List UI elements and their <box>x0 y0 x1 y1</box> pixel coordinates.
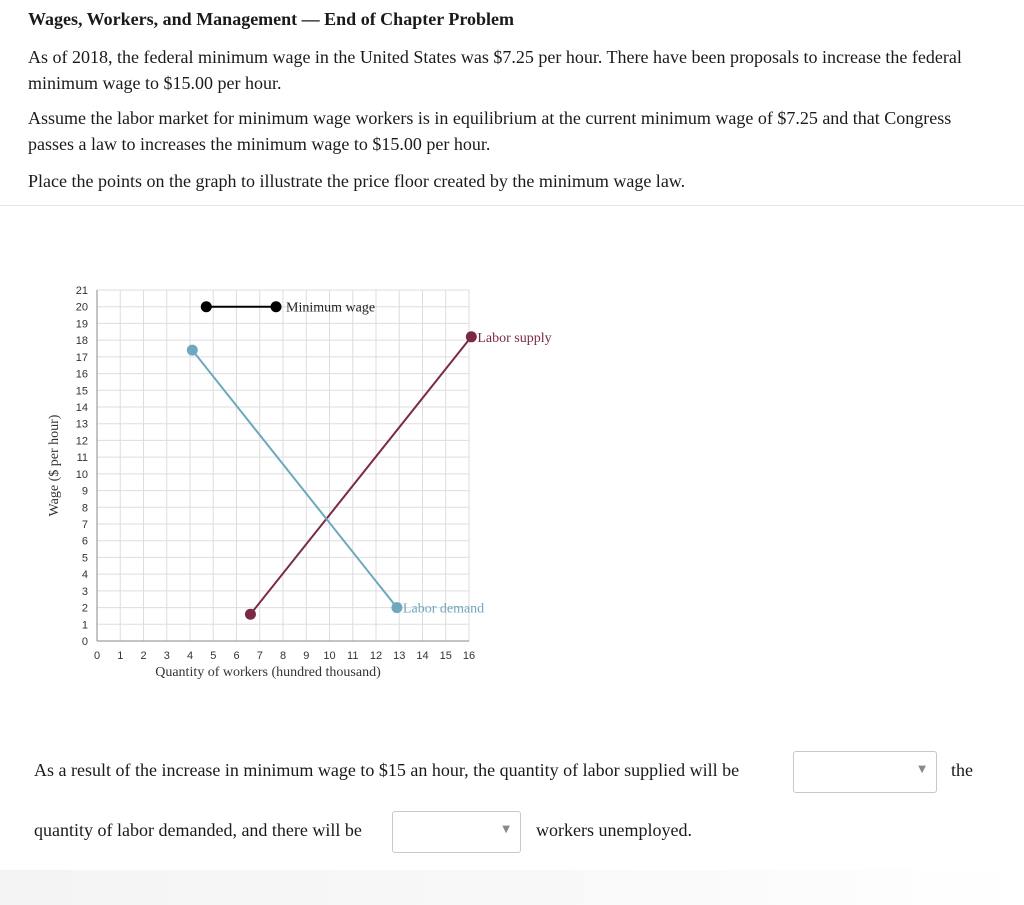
min-wage-point-end <box>271 301 282 312</box>
y-tick-label: 14 <box>75 402 88 414</box>
question-line-2: quantity of labor demanded, and there will be <box>34 820 362 840</box>
x-tick-label: 9 <box>303 650 310 662</box>
x-tick-label: 11 <box>347 650 359 662</box>
labor-market-graph[interactable] <box>0 270 552 690</box>
labor-demand-line <box>192 350 397 607</box>
problem-instruction: Place the points on the graph to illustrate the price floor created by the minimum wage law. <box>28 171 686 191</box>
problem-paragraph-2: Assume the labor market for minimum wage workers is in equilibrium at the current minimum wage of $7.25 and that Congress passes a law to increases the minimum wage to $15.00 per hour. <box>28 108 952 154</box>
x-tick-label: 6 <box>233 650 240 662</box>
x-tick-label: 3 <box>163 650 170 662</box>
x-tick-label: 10 <box>323 650 336 662</box>
y-tick-label: 1 <box>81 619 88 632</box>
chart-series-labels <box>286 301 552 617</box>
x-tick-label: 0 <box>93 650 101 662</box>
x-tick-label: 2 <box>140 650 147 662</box>
labor-supply-line <box>250 337 471 614</box>
y-tick-label: 16 <box>75 368 88 381</box>
unemployed-count-dropdown[interactable] <box>392 811 521 853</box>
x-tick-label: 16 <box>462 650 476 662</box>
problem-paragraph-1: As of 2018, the federal minimum wage in the United States was $7.25 per hour. There have been proposals to increase the federal minimum wage to $15.00 per hour. <box>28 47 962 93</box>
chevron-down-icon: ▼ <box>502 824 510 835</box>
y-tick-label: 18 <box>75 335 88 348</box>
x-tick-label: 1 <box>117 650 124 662</box>
y-tick-label: 0 <box>81 636 88 648</box>
x-tick-label: 5 <box>210 650 217 662</box>
y-tick-label: 12 <box>75 435 88 448</box>
x-tick-label: 4 <box>186 650 194 662</box>
labor-supply-point-end <box>466 331 477 342</box>
question-line-1: As a result of the increase in minimum wage to $15 an hour, the quantity of labor supplied will be <box>34 760 740 780</box>
labor-supply-label: Labor supply <box>477 330 552 346</box>
y-tick-label: 7 <box>81 519 88 531</box>
y-tick-label: 10 <box>75 468 88 481</box>
y-tick-label: 8 <box>81 502 88 515</box>
y-tick-label: 3 <box>81 585 88 598</box>
y-axis-title: Wage ($ per hour) <box>47 414 62 517</box>
chevron-down-icon: ▼ <box>918 764 926 775</box>
problem-title: Wages, Workers, and Management — End of Chapter Problem <box>28 9 515 29</box>
question-line-2-end: workers unemployed. <box>536 820 692 840</box>
labor-supply-point-start <box>245 609 256 620</box>
labor-demand-point-start <box>187 345 198 356</box>
y-tick-label: 4 <box>81 569 88 582</box>
y-tick-label: 9 <box>81 485 88 498</box>
min-wage-label: Minimum wage <box>286 300 376 316</box>
question-line-1-end: the <box>951 760 973 780</box>
y-tick-label: 6 <box>81 535 88 548</box>
x-tick-label: 13 <box>393 650 406 662</box>
y-tick-label: 15 <box>75 385 88 398</box>
min-wage-point-start <box>201 301 212 312</box>
y-tick-label: 20 <box>75 301 88 314</box>
x-axis-title: Quantity of workers (hundred thousand) <box>155 665 381 680</box>
x-tick-label: 14 <box>416 650 429 662</box>
x-tick-label: 7 <box>256 650 263 662</box>
labor-demand-point-end <box>391 602 402 613</box>
y-tick-label: 13 <box>75 418 88 431</box>
y-tick-label: 21 <box>75 285 88 297</box>
chart-series <box>187 301 477 620</box>
y-tick-label: 2 <box>81 602 88 615</box>
x-tick-label: 12 <box>369 650 383 662</box>
x-tick-label: 15 <box>439 650 452 662</box>
y-tick-label: 11 <box>76 452 88 465</box>
y-tick-label: 17 <box>75 351 88 364</box>
labor-demand-label: Labor demand <box>402 601 485 617</box>
y-tick-label: 5 <box>81 552 88 565</box>
y-tick-label: 19 <box>75 318 88 331</box>
x-tick-label: 8 <box>279 650 287 662</box>
footer-band <box>0 870 1024 905</box>
supplied-vs-demanded-dropdown[interactable] <box>793 751 937 793</box>
